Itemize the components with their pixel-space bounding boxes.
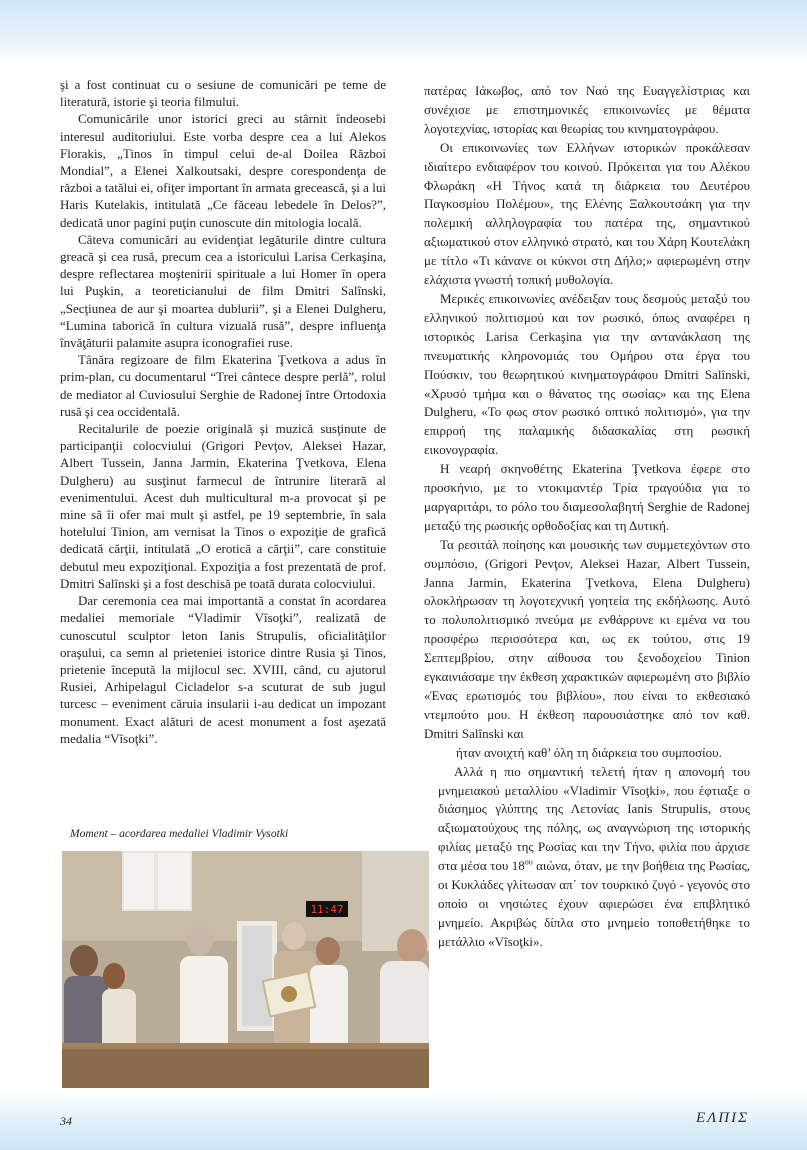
paragraph: ήταν ανοιχτή καθ’ όλη τη διάρκεια του συμποσίου.	[456, 744, 722, 760]
footer-band	[0, 1092, 807, 1150]
paragraph: Comunicările unor istorici greci au stârnit îndeosebi interesul auditoriului. Este vorba despre cea a lui Alekos Florakis, „Tinos în timpul celui de-al Doilea Război Mondial”, a Elenei Xalkoutsaki, despre corespondenţa de război a tatălui ei, ofiţer important în armata grecească, şi a lui Haris Kutelakis, intitulată „Ce făceau lebedele în Delos?”, dedicată unor pagini puţin cunoscute din mitologia locală.	[60, 111, 386, 230]
clock-display: 11:47	[310, 903, 344, 916]
page-number: 34	[60, 1114, 72, 1128]
header-band	[0, 0, 807, 62]
left-text-column	[60, 76, 386, 747]
ceremony-photo	[62, 851, 429, 1088]
paragraph: Η νεαρή σκηνοθέτης Ekaterina Ţvetkova έφερε στο προσκήνιο, με το ντοκιμαντέρ Τρία τραγούδια για το μαργαριτάρι, το ρόλο του διαμεσολαβητή Serghie de Radonej μεταξύ της ρωσικής ορθοδοξίας και τη Δυτική.	[424, 461, 750, 533]
paragraph: πατέρας Ιάκωβος, από τον Ναό της Ευαγγελίστριας και συνέχισε με επιστημονικές επικοινωνίες με θέματα λογοτεχνίας, ιστορίας και θεωρίας του κινηματογράφου.	[424, 83, 750, 136]
paragraph: Dar ceremonia cea mai importantă a constat în acordarea medaliei memoriale “Vladimir Vîsoţki”, realizată de cunoscutul sculptor leton Ianis Strupulis, oficialităţilor oraşului, ca semn al prieteniei istorice dintre Rusia şi Tinos, prietenie începută la mijlocul sec. XVIII, când, cu ajutorul Rusiei, Arhipelagul Cicladelor s-a scuturat de sub jugul turcesc – eveniment căruia insularii i-au dedicat un impozant monument. Exact alături de acest monument a fost aşezată medalia “Vîsoţki”.	[60, 593, 386, 746]
ceremony-photo-illustration	[62, 851, 429, 1088]
paragraph	[438, 763, 750, 952]
right-text-column	[424, 82, 750, 952]
paragraph: Τα ρεσιτάλ ποίησης και μουσικής των συμμετεχόντων στο συμπόσιο, (Grigori Pevţov, Aleksei Hazar, Albert Tussein, Janna Jarmin, Ekaterina Ţvetkova, Elena Dulgheru) ολοκλήρωσαν τη λογοτεχνική γοητεία της εκδήλωσης. Αυτό το πολυπολιτισμικό πνεύμα με ενθάρρυνε κι εμένα να του προσφέρω περισσότερα και, ως εκ τούτου, στις 19 Σεπτεμβρίου, στην αίθουσα του ξενοδοχείου Tinion εγκαινιάσαμε την έκθεση χαρακτικών αφιερωμένη στο βιβλίο «Ένας ερωτισμός του βιβλίου», που είναι το εκθεσιακό ντεμπούτο μου. Η έκθεση παρουσιάστηκε από τον καθ. Dmitri Salînski και	[424, 536, 750, 741]
paragraph: Οι επικοινωνίες των Ελλήνων ιστορικών προκάλεσαν ιδιαίτερο ενδιαφέρον του κοινού. Πρόκειται για του Αλέκου Φλωράκη «Η Τήνος κατά τη διάρκεια του Δευτέρου Παγκοσμίου Πολέμου», της Ελένης Ξαλκουτσάκη για την πολεμική αλληλογραφία του πατέρα της, σημαντικού αξιωματικού στον ελληνικό στρατό, και του Χάρη Κουτελάκη με τίτλο «Τι κάνανε οι κύκνοι στη Δήλο;» αφιερωμένη στην ελάχιστα γνωστή τοπική μυθολογία.	[424, 139, 750, 288]
paragraph-text: Αλλά η πιο σημαντική τελετή ήταν η απονομή του μνημειακού μεταλλίου «Vladimir Vîsoţki», που έφτιαξε ο διάσημος γλύπτης της Λετονίας Ianis Strupulis, στους αξιωματούχους της πόλης, ως αναγνώριση της ιστορικής φιλίας μεταξύ της Ρωσίας και την Τήνο, φιλία που άρχισε στα μέσα του 18	[438, 763, 750, 874]
paragraph: şi a fost continuat cu o sesiune de comunicări pe teme de literatură, istorie şi teoria filmului.	[60, 77, 386, 110]
paragraph: Tânăra regizoare de film Ekaterina Ţvetkova a adus în prim-plan, cu documentarul “Trei cântece despre perlă”, rolul de mediator al Cuviosului Serghie de Radonej între Ortodoxia rusă şi cea occidentală.	[60, 352, 386, 419]
journal-name: ΕΛΠΙΣ	[696, 1110, 749, 1126]
paragraph: Câteva comunicări au evidenţiat legăturile dintre cultura greacă şi cea rusă, precum cea a istoricului Larisa Cerkaşina, despre reflectarea moştenirii spirituale a lui Homer în opera lui Puşkin, a teoreticianului de film Dmitri Salînski, „Secţiunea de aur şi moartea dublurii”, şi a Elenei Dulgheru, “Lumina taborică în cultura vizuală rusă”, despre influenţa învăţăturii palamite asupra iconografiei ruse.	[60, 231, 386, 351]
photo-caption: Moment – acordarea medaliei Vladimir Vysotki	[70, 828, 289, 840]
ordinal-superscript: ου	[524, 857, 533, 867]
paragraph-text: αιώνα, όταν, με την βοήθεια της Ρωσίας, οι Κυκλάδες γλίτωσαν απ᾽ τον τουρκικό ζυγό - γεγονός στο οποίο οι νησιώτες έχουν αφιερώσει ένα επιβλητικό μνημείο. Ακριβώς δίπλα στο μνημείο τοποθετήθηκε το μετάλλιο «Vîsoţki».	[438, 858, 751, 949]
paragraph: Μερικές επικοινωνίες ανέδειξαν τους δεσμούς μεταξύ του ελληνικού πολιτισμού και τον ρωσικό, όπως αναφέρει η ιστορικός Larisa Cerkaşina για την αντανάκλαση της πνευματικής κληρονομιάς του Ομήρου στα έργα του Πούσκιν, του θεωρητικού κινηματογράφου Dmitri Salînski, «Χρυσό τμήμα και ο θάνατος της σωσίας» και της Elena Dulgheru, «Το φως στον ρωσικό οπτικό πολιτισμό», για την επιρροή της παλαμικής διδασκαλίας στη ρωσική εικονογραφία.	[424, 290, 750, 458]
paragraph: Recitalurile de poezie originală şi muzică susţinute de participanţii colocviului (Grigori Pevţov, Aleksei Hazar, Albert Tussein, Janna Jarmin, Ekaterina Ţvetkova, Elena Dulgheru) au susţinut farmecul de întrunire literară al evenimentului. Acest duh multicultural m-a provocat şi pe mine să îi ofer mai mult şi astfel, pe 19 septembrie, în sala hotelului Tinion, am vernisat la Tinos o expoziţie de grafică dedicată cărţii, intitulată „O erotică a cărţii”, care constituie debutul meu expoziţional. Expoziţia a fost prezentată de prof. Dmitri Salînski şi a fost deschisă pe toată durata colocviului.	[60, 421, 386, 591]
